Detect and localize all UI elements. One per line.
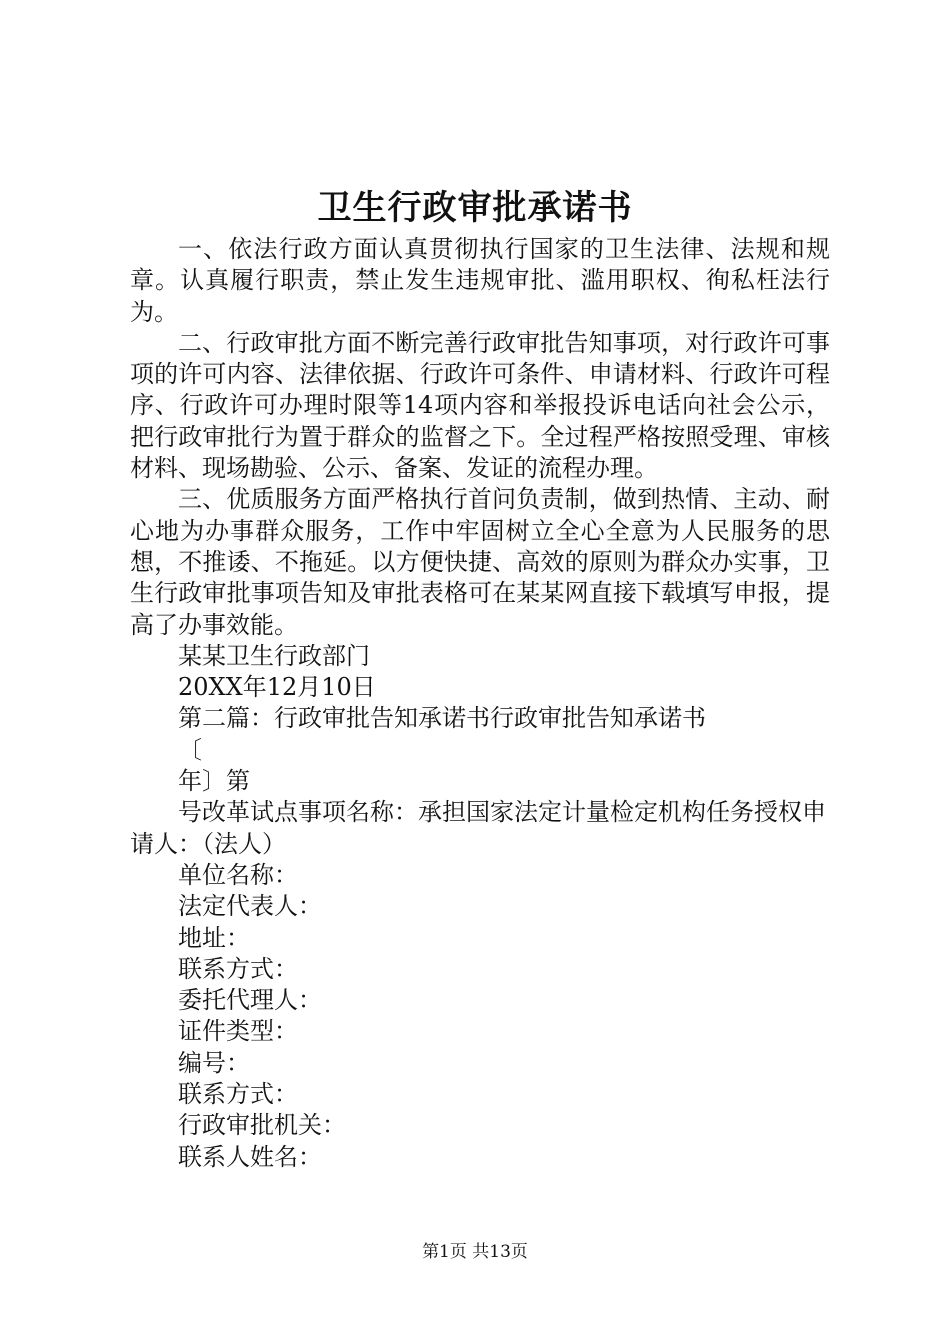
field-id-type: 证件类型：	[178, 1017, 298, 1046]
signature-date: 20XX年12月10日	[178, 673, 376, 702]
second-section-title: 第二篇：行政审批告知承诺书行政审批告知承诺书	[178, 704, 706, 733]
paragraph-2: 二、行政审批方面不断完善行政审批告知事项，对行政许可事项的许可内容、法律依据、行政许可条件、申请材料、行政许可程序、行政许可办理时限等14项内容和举报投诉电话向社会公示，把行政审批行为置于群众的监督之下。全过程严格按照受理、审核材料、现场勘验、公示、备案、发证的流程办理。	[130, 328, 830, 483]
field-approval-authority: 行政审批机关：	[178, 1111, 346, 1140]
field-legal-representative: 法定代表人：	[178, 892, 322, 921]
item-name-line: 号改革试点事项名称：承担国家法定计量检定机构任务授权申请人：（法人）	[130, 798, 826, 858]
paragraph-1: 一、依法行政方面认真贯彻执行国家的卫生法律、法规和规章。认真履行职责，禁止发生违规审批、滥用职权、徇私枉法行为。	[130, 235, 830, 326]
signature-org: 某某卫生行政部门	[178, 641, 370, 670]
year-line: 年〕第	[178, 767, 250, 796]
page-indicator: 第1页 共13页	[422, 1242, 528, 1262]
document-title: 卫生行政审批承诺书	[317, 188, 633, 228]
field-contact: 联系方式：	[178, 954, 298, 983]
field-address: 地址：	[178, 923, 250, 952]
field-contact-person: 联系人姓名：	[178, 1142, 322, 1171]
field-number: 编号：	[178, 1048, 250, 1077]
document-body	[130, 234, 830, 1173]
bracket-line: 〔	[178, 735, 202, 764]
paragraph-3: 三、优质服务方面严格执行首问负责制，做到热情、主动、耐心地为办事群众服务，工作中牢固树立全心全意为人民服务的思想，不推诿、不拖延。以方便快捷、高效的原则为群众办实事，卫生行政审批事项告知及审批表格可在某某网直接下载填写申报，提高了办事效能。	[130, 485, 830, 639]
field-contact-2: 联系方式：	[178, 1080, 298, 1109]
field-agent: 委托代理人：	[178, 986, 322, 1015]
field-unit-name: 单位名称：	[178, 860, 298, 889]
